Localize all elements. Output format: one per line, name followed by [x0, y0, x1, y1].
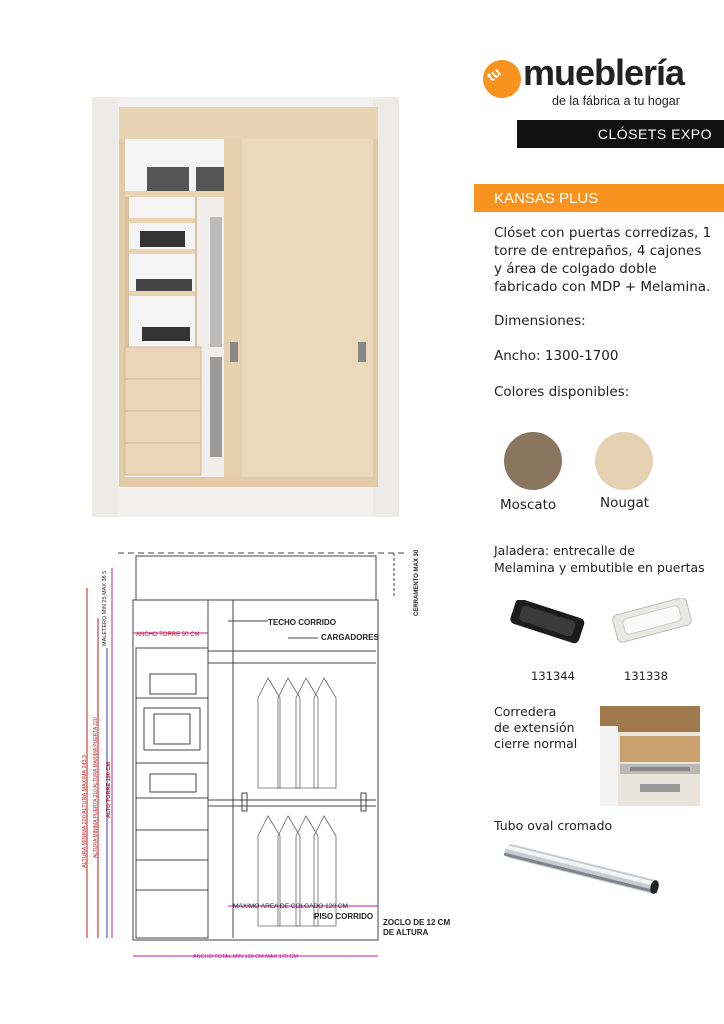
color-name: Nougat: [600, 495, 650, 511]
slide-description: [494, 704, 594, 752]
brand-tagline: de la fábrica a tu hogar: [552, 94, 680, 108]
width-label: Ancho: 1300-1700: [494, 348, 619, 364]
handle-description: [494, 542, 724, 576]
product-name: KANSAS PLUS: [494, 189, 599, 207]
label-altura-puerta: ALTURA MINIMA PUERTA 210 ALTURA MAXIMA PUERTA 220: [93, 717, 99, 858]
label-zoclo-2: DE ALTURA: [383, 928, 429, 937]
handle-line: Jaladera: entrecalle de: [494, 543, 635, 558]
slide-line: de extensión: [494, 720, 575, 735]
tube-label: Tubo oval cromado: [494, 818, 613, 833]
description-line: torre de entrepaños, 4 cajones: [494, 243, 702, 259]
handle-line: Melamina y embutible en puertas: [494, 560, 705, 575]
label-maletero: MALETERO MIN 25 MAX 38.5: [102, 570, 108, 646]
chrome-tube-photo: [500, 842, 665, 902]
label-ancho-total: ANCHO TOTAL MIN 130 CM MAX 170 CM: [193, 954, 298, 960]
description-line: y área de colgado doble: [494, 261, 657, 277]
handle-code: 131344: [531, 669, 575, 683]
category-title: CLÓSETS EXPO: [597, 126, 712, 142]
brand-name: mueblería: [523, 52, 685, 93]
label-altura-min-max: ALTURA MINIMA 220 ALTURA MAXIMA 243.5: [82, 754, 88, 868]
brand-tag-text: tu: [483, 63, 504, 85]
color-swatch-nougat: [595, 432, 653, 490]
description-line: fabricado con MDP + Melamina.: [494, 279, 711, 295]
dimensions-label: Dimensiones:: [494, 313, 586, 329]
white-handle-icon: [610, 598, 695, 643]
colors-label: Colores disponibles:: [494, 384, 630, 400]
brand-tag-shape: [476, 53, 528, 105]
label-techo: TECHO CORRIDO: [268, 618, 336, 627]
color-name: Moscato: [500, 497, 557, 513]
label-maximo-area: MAXIMO AREA DE COLGADO 120 CM: [233, 903, 348, 910]
slide-line: cierre normal: [494, 736, 578, 751]
closet-photo: [92, 97, 399, 517]
label-ancho-torre: ANCHO TORRE 50 CM: [136, 632, 200, 638]
technical-drawing: [78, 538, 468, 966]
label-piso: PISO CORRIDO: [314, 912, 374, 921]
category-bar: [517, 120, 724, 148]
label-zoclo-1: ZOCLO DE 12 CM: [383, 918, 451, 927]
color-swatch-moscato: [504, 432, 562, 490]
label-cargadores: CARGADORES: [321, 633, 379, 642]
black-handle-icon: [505, 600, 590, 645]
slide-line: Corredera: [494, 704, 557, 719]
drawer-slide-photo: [600, 706, 700, 806]
label-alto-torre: ALTO TORRE 190 CM: [106, 762, 112, 818]
description-line: Clóset con puertas corredizas, 1: [494, 225, 712, 241]
product-description: [494, 224, 724, 296]
closet-illustration: [92, 97, 399, 517]
handle-code: 131338: [624, 669, 668, 683]
product-name-bar: [474, 184, 724, 212]
label-cerramento: CERRAMENTO MAX 30: [414, 549, 420, 616]
